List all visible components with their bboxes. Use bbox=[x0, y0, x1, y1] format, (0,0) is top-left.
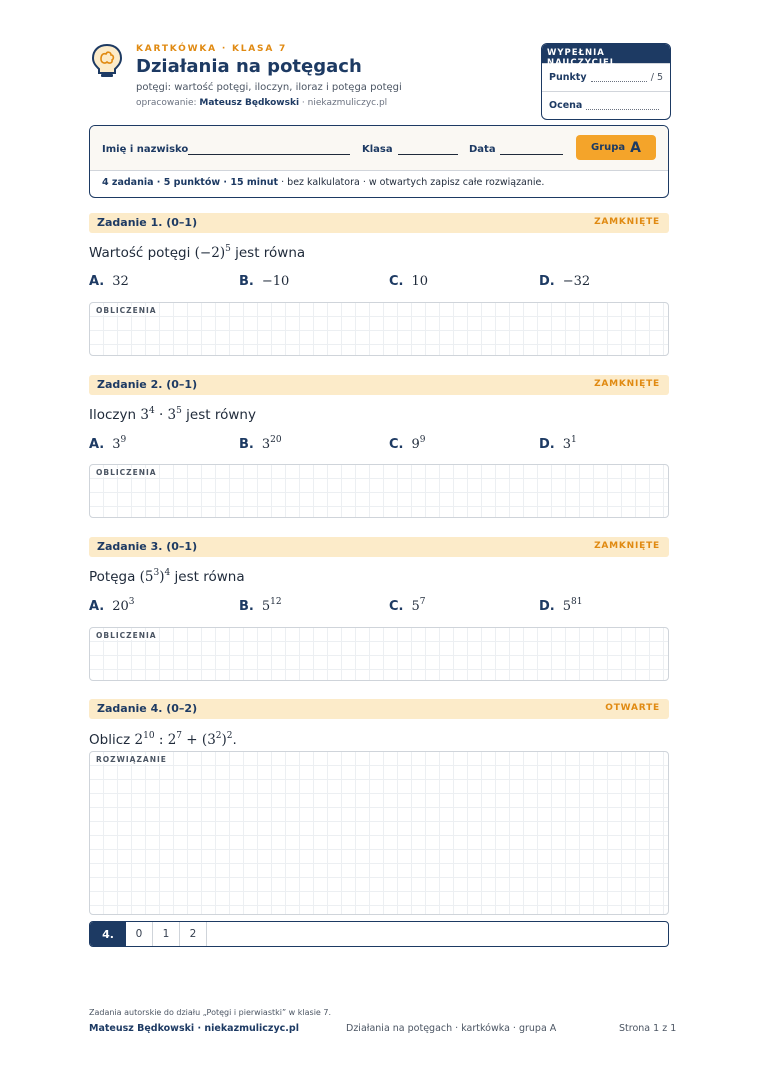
option-letter: D. bbox=[539, 274, 555, 289]
class-field[interactable] bbox=[398, 154, 458, 155]
class-label: Klasa bbox=[362, 144, 393, 155]
task-4-q-e1: 10 bbox=[143, 731, 155, 741]
option-base: 3 bbox=[112, 437, 121, 452]
teacher-box-title: WYPEŁNIA NAUCZYCIEL bbox=[542, 44, 670, 63]
task-4-solution-area[interactable] bbox=[89, 751, 669, 915]
credits-prefix: opracowanie: bbox=[136, 98, 200, 108]
task-4-q-op1: : bbox=[154, 732, 168, 748]
task-3-option-c[interactable] bbox=[389, 599, 426, 614]
option-exp: 9 bbox=[419, 435, 426, 445]
task-2-q-b1: 3 bbox=[140, 407, 149, 423]
task-4-q-b1: 2 bbox=[134, 732, 144, 748]
quiz-info-counts: 4 zadania · 5 punktów · 15 minut bbox=[102, 177, 279, 188]
option-base: 3 bbox=[261, 437, 271, 452]
teacher-grade-row bbox=[542, 91, 670, 119]
task-4-question bbox=[89, 732, 237, 748]
grade-label: Ocena bbox=[549, 100, 583, 111]
option-exp: 20 bbox=[270, 435, 282, 445]
task-4-q-inner-exp: 2 bbox=[215, 731, 222, 741]
task-1-question bbox=[89, 245, 305, 261]
task-2-work-area[interactable] bbox=[89, 464, 669, 518]
page-subtitle: potęgi: wartość potęgi, iloczyn, iloraz i potęga potęgi bbox=[136, 82, 402, 93]
date-field[interactable] bbox=[500, 154, 563, 155]
task-2-kind: ZAMKNIĘTE bbox=[594, 379, 660, 389]
teacher-box bbox=[541, 43, 671, 120]
task-2-q-b2: 3 bbox=[167, 407, 177, 423]
task-4-score-box bbox=[89, 921, 669, 947]
option-value: −32 bbox=[562, 274, 591, 289]
task-3-option-a[interactable] bbox=[89, 599, 135, 614]
task-1-option-b[interactable] bbox=[239, 274, 289, 289]
footer-center: Działania na potęgach · kartkówka · grupa A bbox=[346, 1023, 557, 1034]
task-4-title: Zadanie 4. (0–2) bbox=[97, 702, 198, 715]
task-4-q-e2: 7 bbox=[176, 731, 183, 741]
credits bbox=[136, 98, 387, 108]
option-exp: 3 bbox=[128, 597, 135, 607]
task-4-header bbox=[89, 699, 669, 719]
page-title: Działania na potęgach bbox=[136, 56, 362, 77]
task-3-q-post: jest równa bbox=[170, 569, 245, 585]
task-2-q-e1: 4 bbox=[148, 406, 155, 416]
lightbulb-logo-icon bbox=[90, 42, 124, 80]
task-3-option-b[interactable] bbox=[239, 599, 282, 614]
task-3-kind: ZAMKNIĘTE bbox=[594, 541, 660, 551]
task-4-q-close: ) bbox=[221, 732, 227, 748]
group-value: A bbox=[630, 139, 641, 156]
quiz-info-rest: · bez kalkulatora · w otwartych zapisz całe rozwiązanie. bbox=[278, 177, 545, 188]
option-base: 5 bbox=[562, 599, 572, 614]
task-1-q-exp: 5 bbox=[225, 244, 231, 254]
score-cell-2[interactable]: 2 bbox=[180, 922, 207, 946]
option-value: 32 bbox=[112, 274, 129, 289]
option-letter: A. bbox=[89, 274, 105, 289]
task-1-q-post: jest równa bbox=[230, 245, 306, 261]
task-1-header bbox=[89, 213, 669, 233]
option-exp: 7 bbox=[419, 597, 426, 607]
credits-author: Mateusz Będkowski bbox=[199, 98, 300, 108]
task-2-option-a[interactable] bbox=[89, 437, 126, 452]
option-exp: 81 bbox=[571, 597, 583, 607]
task-1-work-area[interactable] bbox=[89, 302, 669, 356]
task-4-q-op2: + bbox=[182, 732, 202, 748]
work-area-label: OBLICZENIA bbox=[96, 306, 157, 315]
option-letter: C. bbox=[389, 599, 404, 614]
task-1-title: Zadanie 1. (0–1) bbox=[97, 216, 198, 229]
student-info-box bbox=[89, 125, 669, 198]
work-area-label: OBLICZENIA bbox=[96, 631, 157, 640]
option-exp: 9 bbox=[120, 435, 127, 445]
task-4-q-open: (3 bbox=[201, 732, 216, 748]
option-letter: C. bbox=[389, 274, 404, 289]
option-value: −10 bbox=[261, 274, 290, 289]
task-1-q-pre: Wartość potęgi bbox=[89, 245, 195, 261]
footer-note: Zadania autorskie do działu „Potęgi i pierwiastki” w klasie 7. bbox=[89, 1008, 332, 1017]
task-1-option-c[interactable] bbox=[389, 274, 428, 289]
task-2-option-c[interactable] bbox=[389, 437, 426, 452]
option-base: 9 bbox=[411, 437, 420, 452]
task-3-q-outer-exp: 4 bbox=[164, 568, 171, 578]
task-2-q-op: · bbox=[154, 407, 168, 423]
student-fields bbox=[90, 126, 668, 171]
task-3-q-inner-exp: 3 bbox=[153, 568, 160, 578]
group-badge bbox=[576, 135, 656, 160]
option-exp: 1 bbox=[571, 435, 577, 445]
option-letter: A. bbox=[89, 437, 105, 452]
task-4-q-pre: Oblicz bbox=[89, 732, 135, 748]
score-cell-0[interactable]: 0 bbox=[126, 922, 153, 946]
option-letter: B. bbox=[239, 274, 254, 289]
task-3-q-open: (5 bbox=[139, 569, 154, 585]
option-base: 5 bbox=[261, 599, 271, 614]
task-4-q-post: . bbox=[232, 732, 237, 748]
task-2-title: Zadanie 2. (0–1) bbox=[97, 378, 198, 391]
points-label: Punkty bbox=[549, 72, 587, 83]
task-3-option-d[interactable] bbox=[539, 599, 582, 614]
task-4-q-b2: 2 bbox=[167, 732, 177, 748]
option-exp: 12 bbox=[270, 597, 282, 607]
task-3-header bbox=[89, 537, 669, 557]
credits-suffix: · niekazmuliczyc.pl bbox=[299, 98, 388, 108]
task-2-header bbox=[89, 375, 669, 395]
points-max: / 5 bbox=[650, 72, 663, 83]
option-letter: D. bbox=[539, 437, 555, 452]
name-field[interactable] bbox=[188, 154, 350, 155]
task-2-q-e2: 5 bbox=[176, 406, 182, 416]
task-3-title: Zadanie 3. (0–1) bbox=[97, 540, 198, 553]
score-task-number: 4. bbox=[90, 922, 126, 946]
quiz-info bbox=[90, 171, 668, 188]
grade-field[interactable] bbox=[586, 101, 659, 110]
task-1-option-d[interactable] bbox=[539, 274, 590, 289]
name-label: Imię i nazwisko bbox=[102, 144, 189, 155]
footer-page: Strona 1 z 1 bbox=[619, 1023, 677, 1034]
solution-area-label: ROZWIĄZANIE bbox=[96, 755, 167, 764]
task-1-kind: ZAMKNIĘTE bbox=[594, 217, 660, 227]
quiz-kicker: KARTKÓWKA · KLASA 7 bbox=[136, 44, 288, 54]
option-letter: A. bbox=[89, 599, 105, 614]
task-3-q-pre: Potęga bbox=[89, 569, 140, 585]
task-2-q-pre: Iloczyn bbox=[89, 407, 141, 423]
points-field[interactable] bbox=[591, 73, 647, 82]
task-4-q-outer-exp: 2 bbox=[226, 731, 233, 741]
option-letter: B. bbox=[239, 437, 254, 452]
task-2-question bbox=[89, 407, 256, 423]
option-base: 3 bbox=[562, 437, 572, 452]
task-2-option-b[interactable] bbox=[239, 437, 282, 452]
work-area-label: OBLICZENIA bbox=[96, 468, 157, 477]
task-1-option-a[interactable] bbox=[89, 274, 129, 289]
task-3-q-close: ) bbox=[159, 569, 165, 585]
footer-author: Mateusz Będkowski · niekazmuliczyc.pl bbox=[89, 1023, 299, 1034]
task-3-work-area[interactable] bbox=[89, 627, 669, 681]
option-letter: D. bbox=[539, 599, 555, 614]
option-value: 10 bbox=[411, 274, 429, 289]
option-base: 5 bbox=[411, 599, 420, 614]
score-cell-1[interactable]: 1 bbox=[153, 922, 180, 946]
date-label: Data bbox=[469, 144, 496, 155]
option-letter: C. bbox=[389, 437, 404, 452]
option-letter: B. bbox=[239, 599, 254, 614]
task-4-kind: OTWARTE bbox=[605, 703, 660, 713]
task-2-q-post: jest równy bbox=[181, 407, 256, 423]
task-3-question bbox=[89, 569, 245, 585]
group-label: Grupa bbox=[590, 142, 626, 153]
option-base: 20 bbox=[112, 599, 129, 614]
task-1-q-base: (−2) bbox=[194, 245, 226, 261]
task-2-option-d[interactable] bbox=[539, 437, 577, 452]
